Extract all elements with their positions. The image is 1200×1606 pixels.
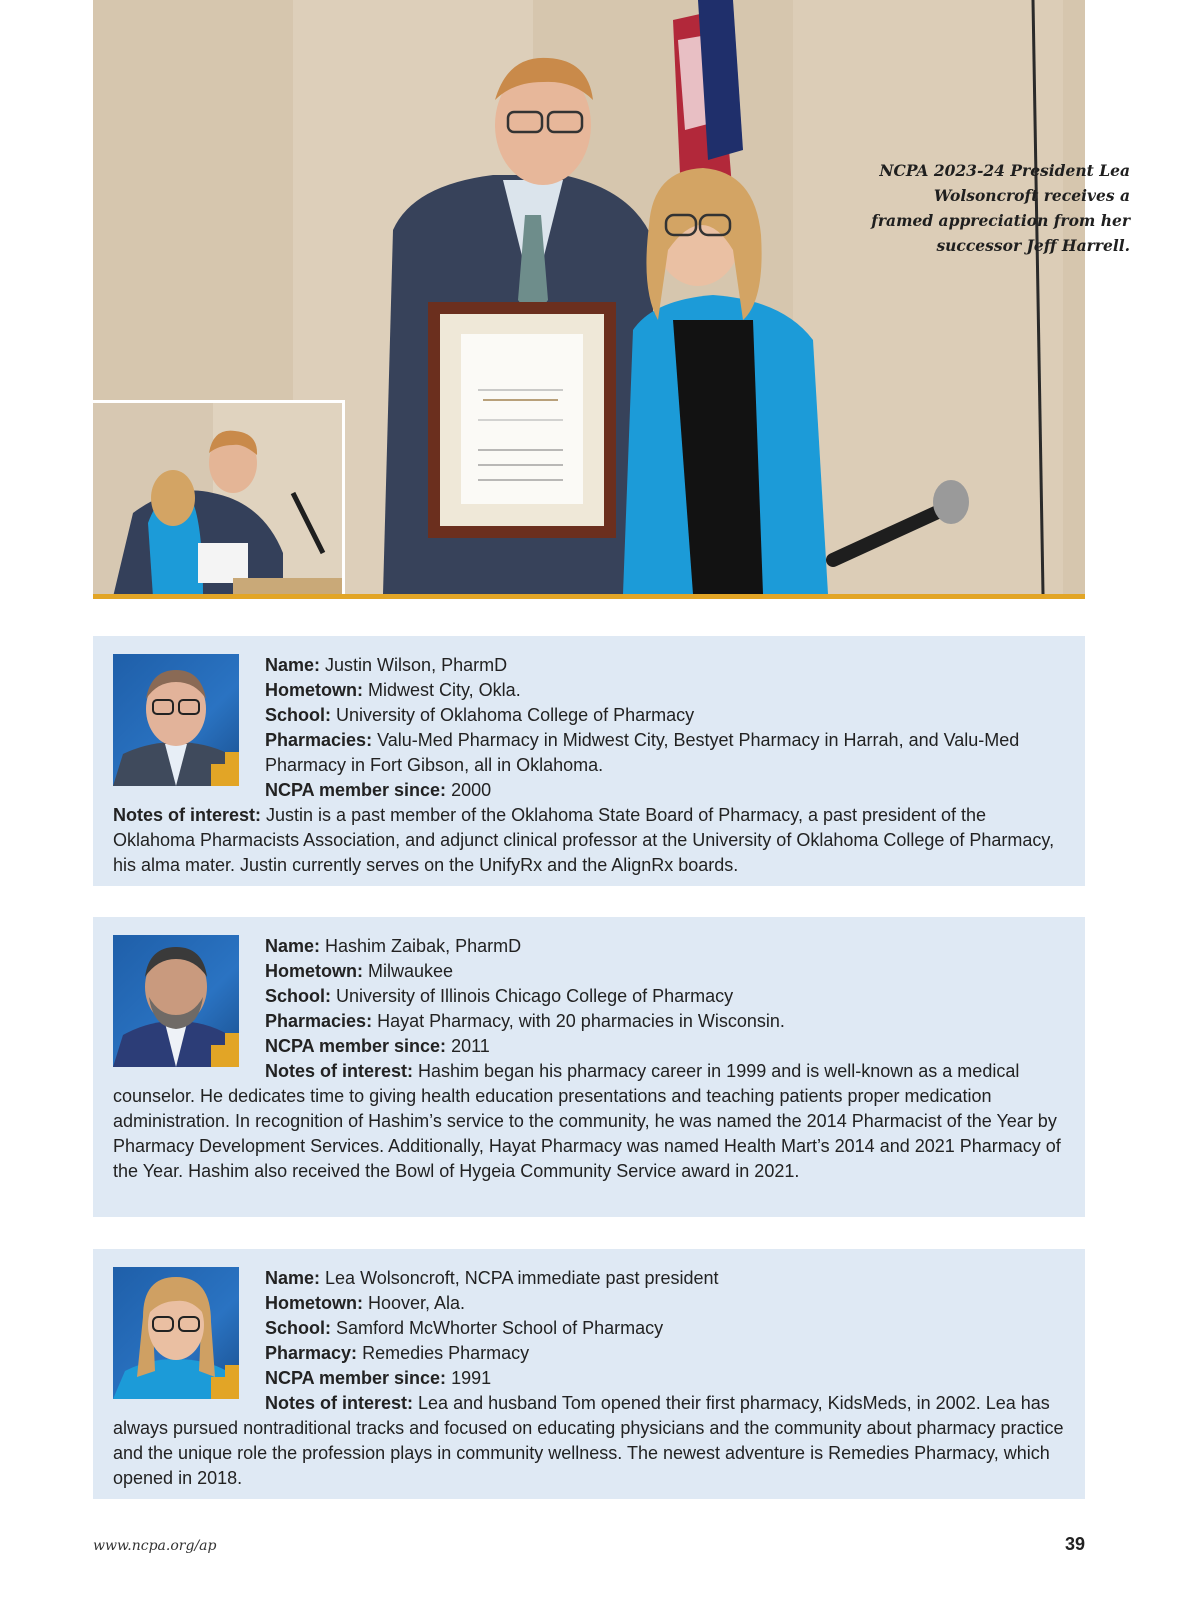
hug-photo-illustration [93,403,345,594]
hometown-label: Hometown: [265,961,363,981]
notes-value: Lea and husband Tom opened their first pharmacy, KidsMeds, in 2002. Lea has always pursued nontraditional tracks and focused on educating physicians and the community about pharmacy practice and the unique role the profession plays in community wellness. The newest adventure is Remedies Pharmacy, which opened in 2018. [113,1393,1064,1488]
notes-value: Justin is a past member of the Oklahoma State Board of Pharmacy, a past president of the Oklahoma Pharmacists Association, and adjunct clinical professor at the University of Oklahoma College of Pharmacy, his alma mater. Justin currently serves on the UnifyRx and the AlignRx boards. [113,805,1055,875]
hometown-label: Hometown: [265,680,363,700]
hug-inset-photo [93,400,345,594]
notes-label: Notes of interest: [265,1061,414,1081]
bio-card-lea-wolsoncroft [93,1249,1085,1499]
headshot-photo [113,654,239,786]
member-since-value: 1991 [446,1368,492,1388]
school-value: University of Illinois Chicago College of Pharmacy [331,986,734,1006]
headshot-photo [113,935,239,1067]
pharmacies-value: Valu-Med Pharmacy in Midwest City, Bestyet Pharmacy in Harrah, and Valu-Med Pharmacy in Fort Gibson, all in Oklahoma. [265,730,1020,775]
school-label: School: [265,705,331,725]
school-label: School: [265,986,331,1006]
name-label: Name: [265,655,321,675]
member-since-label: NCPA member since: [265,780,447,800]
member-since-label: NCPA member since: [265,1036,447,1056]
hometown-value: Hoover, Ala. [363,1293,466,1313]
footer-url: www.ncpa.org/ap [93,1538,217,1554]
name-label: Name: [265,1268,321,1288]
notes-label: Notes of interest: [113,805,262,825]
school-value: University of Oklahoma College of Pharmacy [331,705,695,725]
notes-value: Hashim began his pharmacy career in 1999 and is well-known as a medical counselor. He dedicates time to giving health education presentations and teaching patients proper medication administration. In recognition of Hashim’s service to the community, he was named the 2014 Pharmacist of the Year by Pharmacy Development Services. Additionally, Hayat Pharmacy was named Health Mart’s 2014 and 2021 Pharmacy of the Year. Hashim also received the Bowl of Hygeia Community Service award in 2021. [113,1061,1061,1181]
pharmacy-label: Pharmacy: [265,1343,358,1363]
bio-card-justin-wilson [93,636,1085,886]
notes-label: Notes of interest: [265,1393,414,1413]
accent-rule [93,594,1085,599]
pharmacies-value: Hayat Pharmacy, with 20 pharmacies in Wisconsin. [372,1011,785,1031]
member-since-label: NCPA member since: [265,1368,447,1388]
pharmacies-label: Pharmacies: [265,1011,373,1031]
bio-card-hashim-zaibak [93,917,1085,1217]
school-label: School: [265,1318,331,1338]
headshot-photo [113,1267,239,1399]
photo-caption: NCPA 2023-24 President Lea Wolsoncroft receives a framed appreciation from her successor Jeff Harrell. [871,161,1130,255]
member-since-value: 2011 [446,1036,490,1056]
pharmacies-label: Pharmacies: [265,730,373,750]
name-value: Hashim Zaibak, PharmD [320,936,522,956]
hometown-value: Midwest City, Okla. [363,680,521,700]
hometown-value: Milwaukee [363,961,454,981]
name-value: Justin Wilson, PharmD [320,655,508,675]
page-number: 39 [1064,1534,1085,1554]
pharmacy-value: Remedies Pharmacy [357,1343,530,1363]
hometown-label: Hometown: [265,1293,363,1313]
name-label: Name: [265,936,321,956]
name-value: Lea Wolsoncroft, NCPA immediate past president [320,1268,719,1288]
member-since-value: 2000 [446,780,492,800]
school-value: Samford McWhorter School of Pharmacy [331,1318,664,1338]
